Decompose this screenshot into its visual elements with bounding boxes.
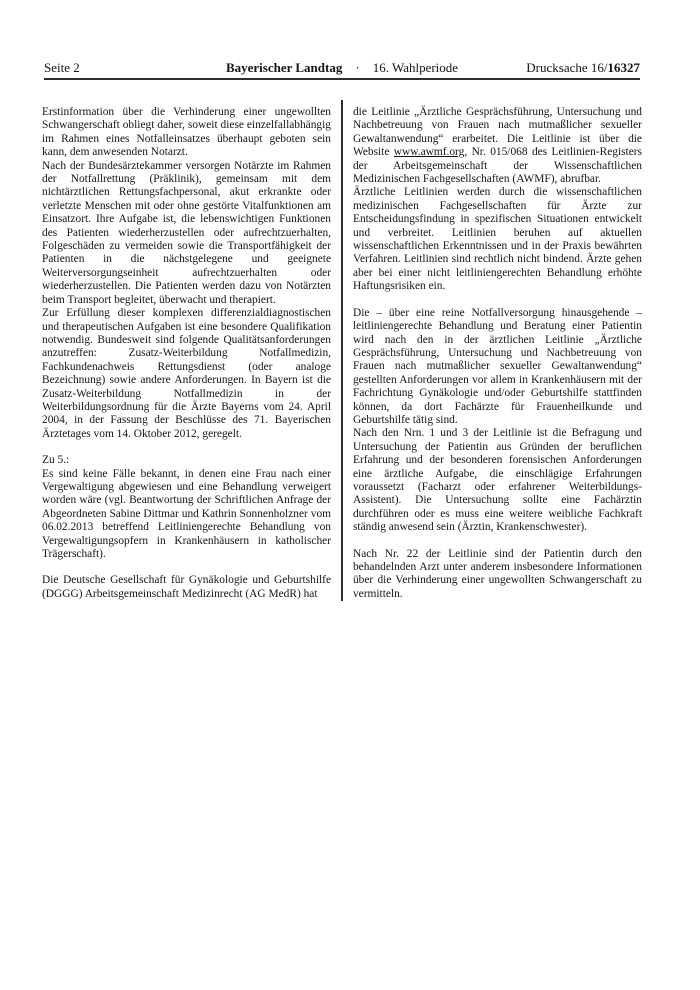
text-segment: Nach Nr. 22 der Leitlinie sind der Patientin durch den behandelnden Arzt unter anderem insbesondere Informationen über die Verhinderung einer ungewollten Schwangerschaft zu vermitteln. (352, 547, 642, 600)
paragraph-leitliniengerechte-behandlung (353, 307, 642, 428)
text-segment: die Leitlinie „Ärztliche Gesprächsführung, Untersuchung und Nachbetreuung von Frauen nach mutmaßlicher sexueller Gewaltanwendung“ erarbeitet. Die Leitlinie ist über die Website (352, 106, 642, 159)
awmf-website-link: www.awmf.org (393, 146, 465, 159)
paragraph-keine-faelle (42, 468, 331, 562)
text-segment: Zur Erfüllung dieser komplexen differenzialdiagnostischen und therapeutischen Aufgaben ist eine besondere Qualifikation notwendig. Bundesweit sind folgende Qualitätsanforderungen anzutreffen: Zusatz-Weiterbildung Notfallmedizin, Fachkundenachweis Rettungsdienst (oder analoge Bezeichnung) sowie andere Anforderungen. In Bayern ist die Zusatz-Weiterbildung Notfallmedizin in der Weiterbildungsordnung für die Ärzte Bayerns vom 24. April 2004, in der Fassung der Beschlüsse des 71. Bayerischen Ärztetages vom 14. Oktober 2012, geregelt. (42, 307, 331, 440)
page-number: Seite 2 (44, 60, 80, 75)
text-segment: Zu 5.: (42, 454, 70, 467)
header-center (226, 60, 458, 75)
right-column (353, 106, 642, 601)
section-heading-zu-5 (42, 454, 331, 467)
text-segment: Ärztliche Leitlinien werden durch die wissenschaftlichen medizinischen Fachgesellschaften für Ärzte zur Entscheidungsfindung in spezifischen Situationen entwickelt und verbreitet. Leitlinien beruhen auf aktuellen wissenschaftlichen Erkenntnissen und in der Praxis bewährten Verfahren. Leitlinien sind rechtlich nicht bindend. Ärzte gehen aber bei einer nicht leitliniengerechten Behandlung erhöhte Haftungsrisiken ein. (352, 186, 642, 293)
text-segment: Es sind keine Fälle bekannt, in denen eine Frau nach einer Vergewaltigung abgewiesen und eine Behandlung verweigert worden wäre (vgl. Beantwortung der Schriftlichen Anfrage der Abgeordneten Sabine Dittmar und Kathrin Sonnenholzner vom 06.02.2013 betreffend Leitliniengerechte Behandlung von Vergewaltigungsopfern in Krankenhäusern in katholischer Trägerschaft). (42, 467, 331, 560)
document-number-value: 16327 (607, 60, 641, 75)
document-number (458, 60, 640, 75)
document-body (42, 106, 642, 601)
text-segment: , Nr. 015/068 des Leitlinien-Registers der Arbeitsgemeinschaft der Wissenschaftlichen Medizinischen Fachgesellschaften (AWMF), abrufbar. (352, 146, 642, 186)
text-segment: Nach der Bundesärztekammer versorgen Notärzte im Rahmen der Notfallrettung (Präklinik), gemeinsam mit dem nichtärztlichen Rettungsfachpersonal, akut erkrankte oder verletzte Menschen mit oder ohne gestörte Vitalfunktionen am Einsatzort. Ihre Aufgabe ist, die lebenswichtigen Funktionen des Patienten wiederherzustellen oder aufrechtzuerhalten, Folgeschäden zu vermeiden sowie die Transportfähigkeit der Patienten in die nächstgelegene und geeignete Weiterversorgungseinheit aufrechtzuerhalten oder wiederherzustellen. Die Patienten werden dazu von Notärzten beim Transport begleitet, überwacht und therapiert. (42, 159, 331, 306)
left-column (42, 106, 331, 601)
paragraph-erstinformation (42, 106, 331, 160)
paragraph-leitlinien-allgemein (353, 186, 642, 293)
document-number-prefix: Drucksache 16/ (526, 60, 608, 75)
text-segment: Die – über eine reine Notfallversorgung hinausgehende – leitliniengerechte Behandlung und Beratung einer Patientin wird nach den in der ärztlichen Leitlinie „Ärztliche Gesprächsführung, Untersuchung und Nachbetreuung von Frauen nach mutmaßlicher sexueller Gewaltanwendung“ gestellten Anforderungen vor allem in Krankenhäusern mit der Fachrichtung Gynäkologie und/oder Geburtshilfe stattfinden können, da dort Fachärzte für Frauenheilkunde und Geburtshilfe tätig sind. (352, 306, 642, 426)
text-segment: Die Deutsche Gesellschaft für Gynäkologie und Geburtshilfe (DGGG) Arbeitsgemeinschaft Medizinrecht (AG MedR) hat (42, 574, 331, 600)
paragraph-dggg (42, 574, 331, 601)
page-header (44, 60, 640, 75)
paragraph-qualifikation (42, 307, 331, 441)
column-divider (341, 100, 343, 601)
text-segment: Erstinformation über die Verhinderung einer ungewollten Schwangerschaft obliegt daher, soweit diese einzelfallabhängig im Rahmen eines Notfalleinsatzes überhaupt geboten sein kann, dem anwesenden Notarzt. (42, 106, 331, 159)
text-segment: Nach den Nrn. 1 und 3 der Leitlinie ist die Befragung und Untersuchung der Patientin aus Gründen der beruflichen Erfahrung und der besonderen forensischen Anforderungen eine ärztliche Aufgabe, die einschlägige Erfahrungen voraussetzt (Facharzt oder erfahrener Weiterbildungs-Assistent). Die Untersuchung sollte eine Fachärztin durchführen oder es muss eine weitere weibliche Fachkraft ständig anwesend sein (Ärztin, Krankenschwester). (352, 427, 642, 534)
header-separator-dot: · (355, 60, 360, 75)
paragraph-leitlinie-awmf (353, 106, 642, 186)
paragraph-bundesaerztekammer (42, 160, 331, 307)
institution-title: Bayerischer Landtag (225, 60, 343, 75)
header-rule (44, 78, 640, 80)
legislative-period: 16. Wahlperiode (372, 60, 459, 75)
paragraph-nr-22 (353, 548, 642, 602)
paragraph-nrn-1-und-3 (353, 427, 642, 534)
